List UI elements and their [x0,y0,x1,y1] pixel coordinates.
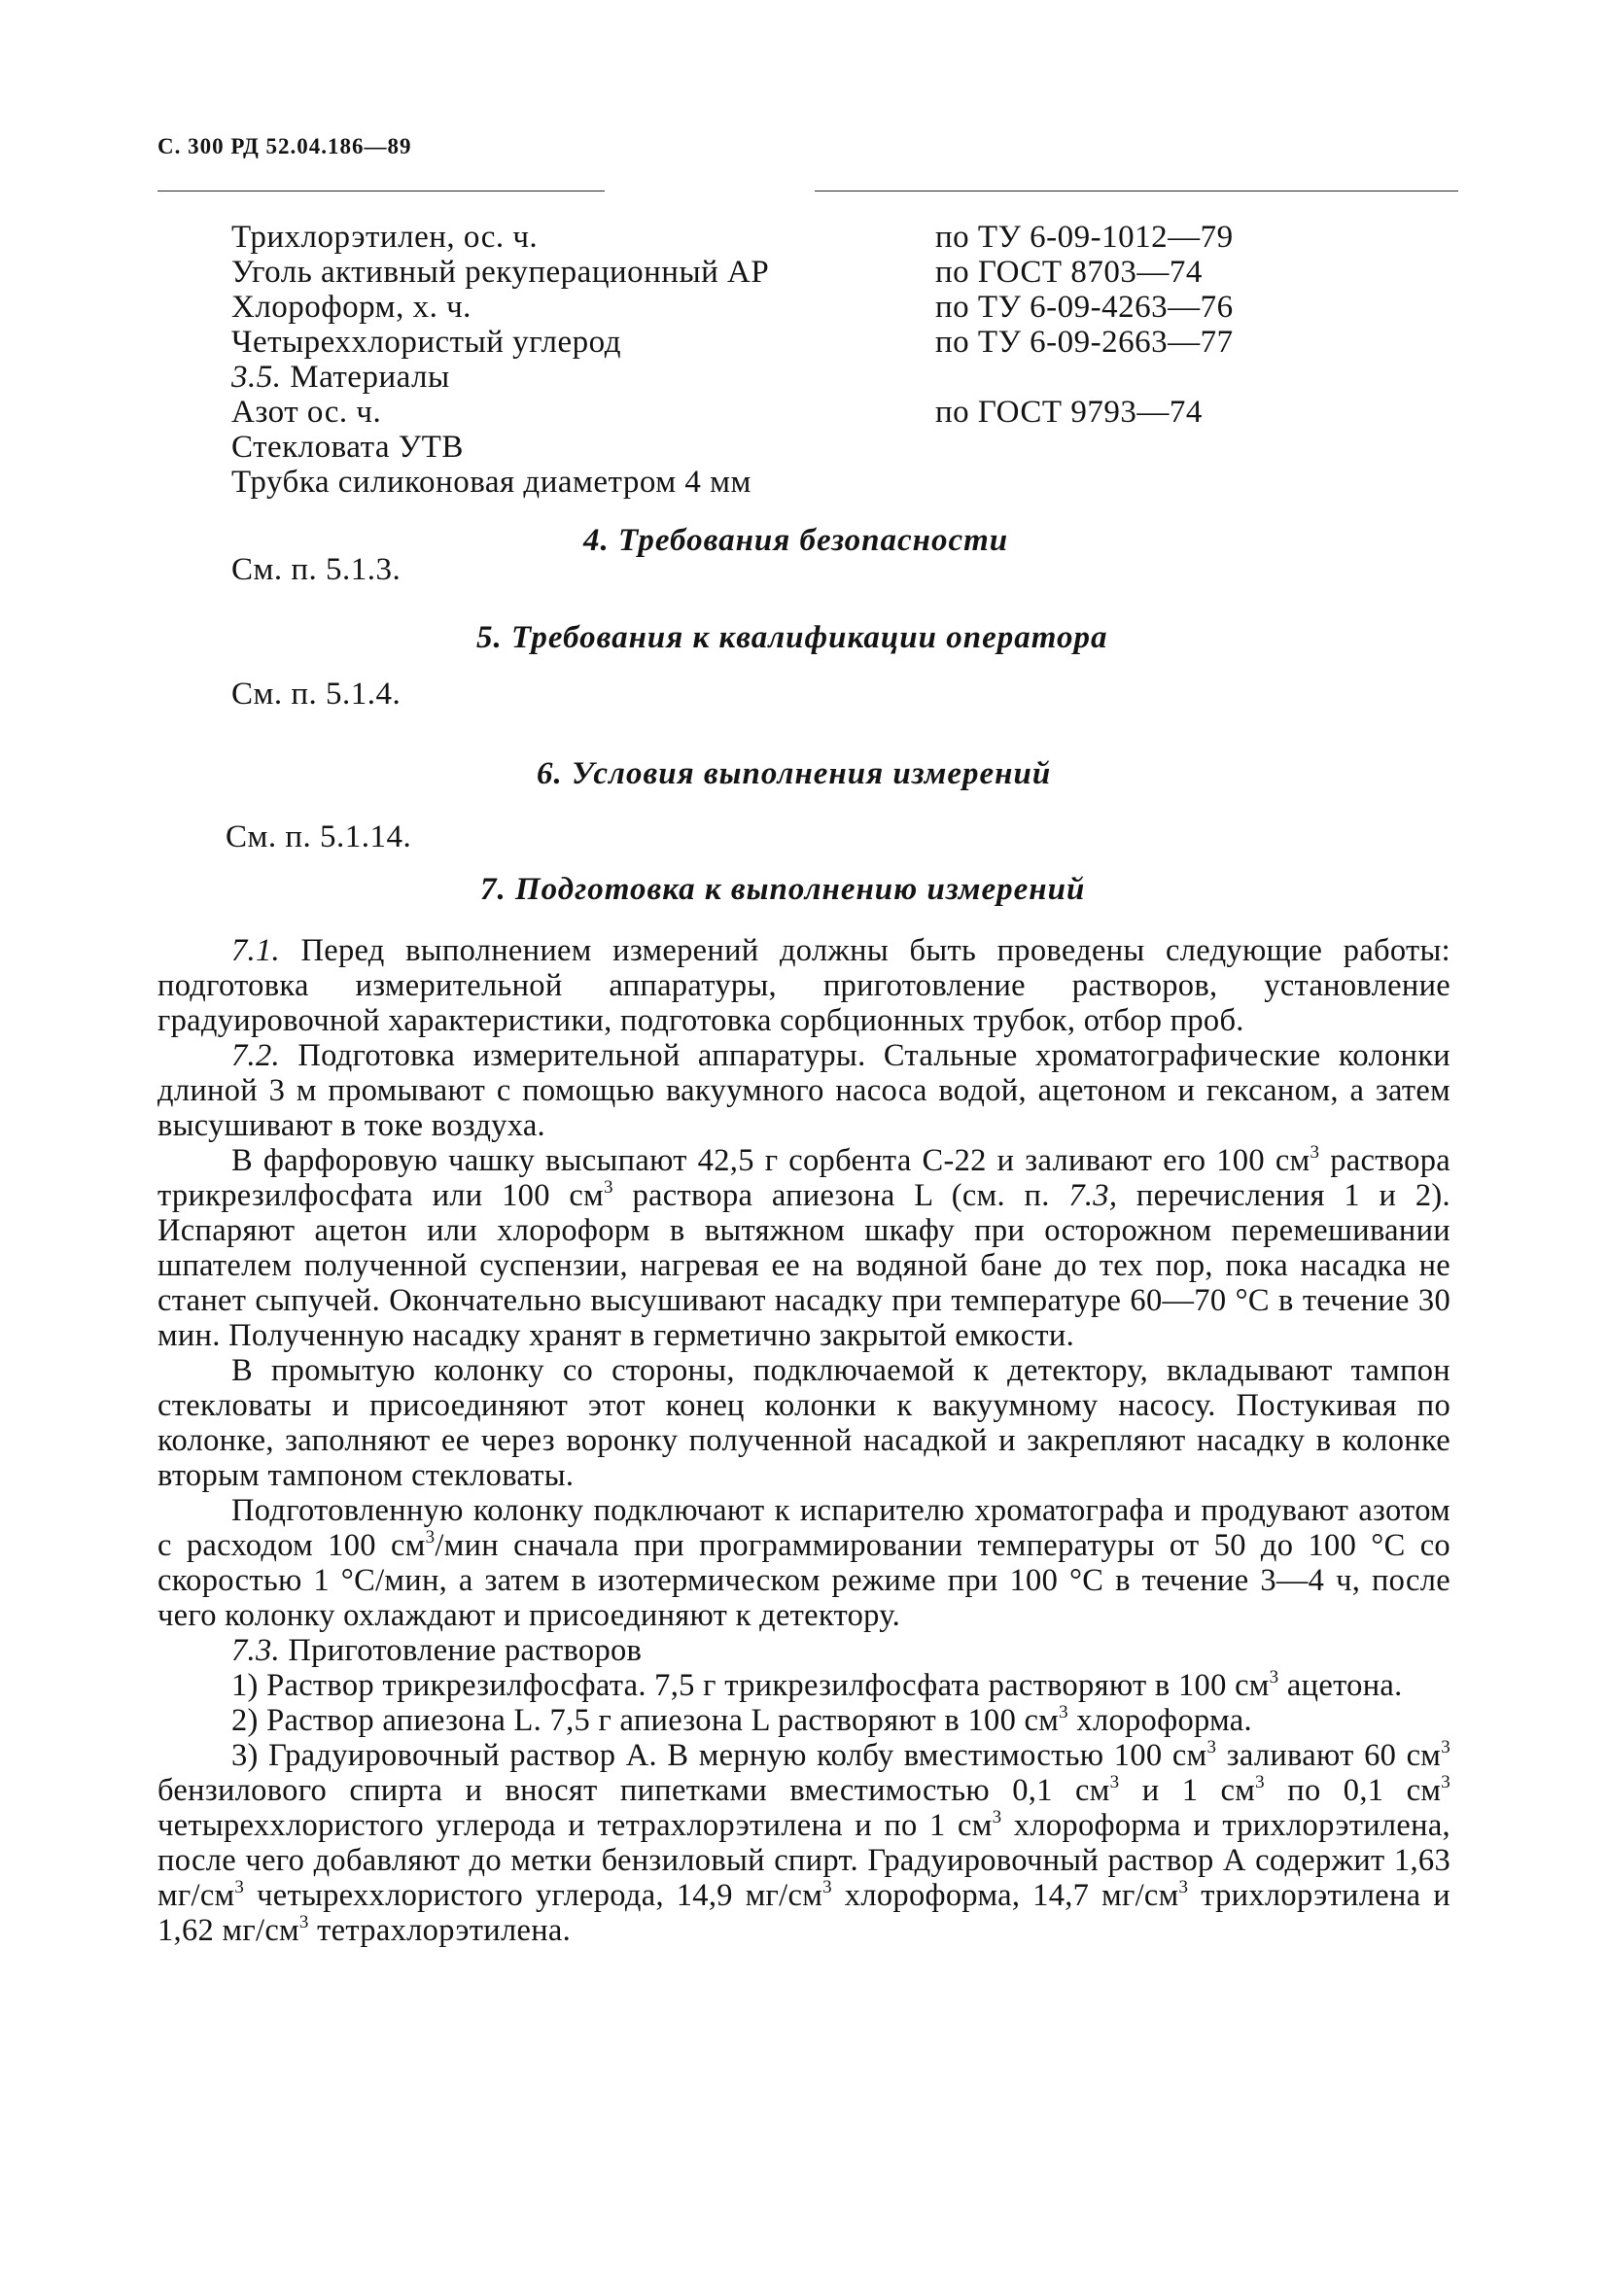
section-4-reference: См. п. 5.1.3. [231,552,402,587]
table-row [231,430,1262,465]
reagent-name: Хлороформ, х. ч. [231,290,472,325]
subsection-label: Материалы [290,360,450,395]
material-name: Трубка силиконовая диаметром 4 мм [231,465,751,500]
table-row [231,395,1262,430]
clause-number: 7.1. [231,933,280,968]
paragraph-7-2-conditioning: Подготовленную колонку подключают к испарителю хроматографа и продувают азотом с расходом 100 $см^3$/мин сначала при программировании температуры от 50 до 100 °С со скоростью 1 °С/мин, а затем в изотермическом режиме при 100 °С в течение 3—4 ч, после чего колонку охлаждают и присоединяют к детектору. [157,1493,1450,1633]
reagent-standard: по ТУ 6-09-1012—79 [935,220,1234,255]
list-item: 3) Градуировочный раствор А. В мерную колбу вместимостью 100 $см^3$ заливают 60 $см^3$ бензилового спирта и вносят пипетками вместимостью 0,1 $см^3$ и 1 $см^3$ по 0,1 $см^3$ четыреххлористого углерода и тетрахлорэтилена и по 1 $см^3$ хлороформа и трихлорэтилена, после чего добавляют до метки бензиловый спирт. Градуировочный раствор А содержит 1,63 $мг/см^3$ четыреххлористого углерода, 14,9 $мг/см^3$ хлороформа, 14,7 $мг/см^3$ трихлорэтилена и 1,62 $мг/см^3$ тетрахлорэтилена. [157,1737,1451,1948]
reagent-name: Уголь активный рекуперационный АР [231,255,770,290]
paragraph-7-2-sorbent: В фарфоровую чашку высыпают 42,5 г сорбента С-22 и заливают его 100 $см^3$ раствора трикрезилфосфата или 100 $см^3$ раствора апиезона L (см. п. 7.3, перечисления 1 и 2). Испаряют ацетон или хлороформ в вытяжном шкафу при осторожном перемешивании шпателем полученной суспензии, нагревая ее на водяной бане до тех пор, пока насадка не станет сыпучей. Окончательно высушивают насадку при температуре 60—70 °С в течение 30 мин. Полученную насадку хранят в герметично закрытой емкости. [157,1142,1450,1353]
subsection-title [231,360,1262,395]
subsection-number: 3.5. [231,360,282,395]
running-header: С. 300 РД 52.04.186—89 [157,134,412,158]
paragraph-7-3: 7.3. Приготовление растворов [231,1633,643,1668]
reagent-name: Трихлорэтилен, ос. ч. [231,220,539,255]
reagent-name: Четыреххлористый углерод [231,325,621,360]
list-item: 1) Раствор трикрезилфосфата. 7,5 г трикрезилфосфата растворяют в 100 $см^3$ ацетона. [231,1667,1403,1703]
section-5-heading: 5. Требования к квалификации оператора [476,620,1108,655]
reagent-standard: по ГОСТ 8703—74 [935,255,1203,290]
material-name: Азот ос. ч. [231,395,382,430]
clause-number: 7.3. [231,1633,280,1668]
section-7-heading: 7. Подготовка к выполнению измерений [480,872,1086,907]
section-7-body [157,933,1450,1948]
paragraph-7-2-column: В промытую колонку со стороны, подключаемой к детектору, вкладывают тампон стекловаты и присоединяют этот конец колонки к вакуумному насосу. Постукивая по колонке, заполняют ее через воронку полученной насадкой и закрепляют насадку в колонке вторым тампоном стекловаты. [157,1353,1450,1493]
material-name: Стекловата УТВ [231,430,464,465]
reagent-standard: по ТУ 6-09-2663—77 [935,325,1234,360]
table-row [231,255,1262,290]
table-row [231,220,1262,255]
section-6-heading: 6. Условия выполнения измерений [537,756,1052,791]
reagent-standard: по ТУ 6-09-4263—76 [935,290,1234,325]
paragraph-7-1: 7.1. Перед выполнением измерений должны быть проведены следующие работы: подготовка измерительной аппаратуры, приготовление растворов, установление градуировочной характеристики, подготовка сорбционных трубок, отбор проб. [157,933,1450,1038]
section-4-heading: 4. Требования безопасности [583,523,1009,558]
table-row [231,290,1262,325]
cross-reference: 7.3, [1068,1178,1118,1213]
material-standard: по ГОСТ 9793—74 [935,395,1203,430]
paragraph-7-2: 7.2. Подготовка измерительной аппаратуры. Стальные хроматографические колонки длиной 3 м промывают с помощью вакуумного насоса водой, ацетоном и гексаном, а затем высушивают в токе воздуха. [157,1038,1450,1143]
section-6-reference: См. п. 5.1.14. [226,819,412,854]
table-row [231,465,1262,500]
table-row [231,325,1262,360]
reagents-table [231,220,1262,500]
list-item: 2) Раствор апиезона L. 7,5 г апиезона L растворяют в 100 $см^3$ хлороформа. [231,1702,1252,1738]
clause-number: 7.2. [231,1038,280,1073]
section-5-reference: См. п. 5.1.4. [231,677,402,712]
